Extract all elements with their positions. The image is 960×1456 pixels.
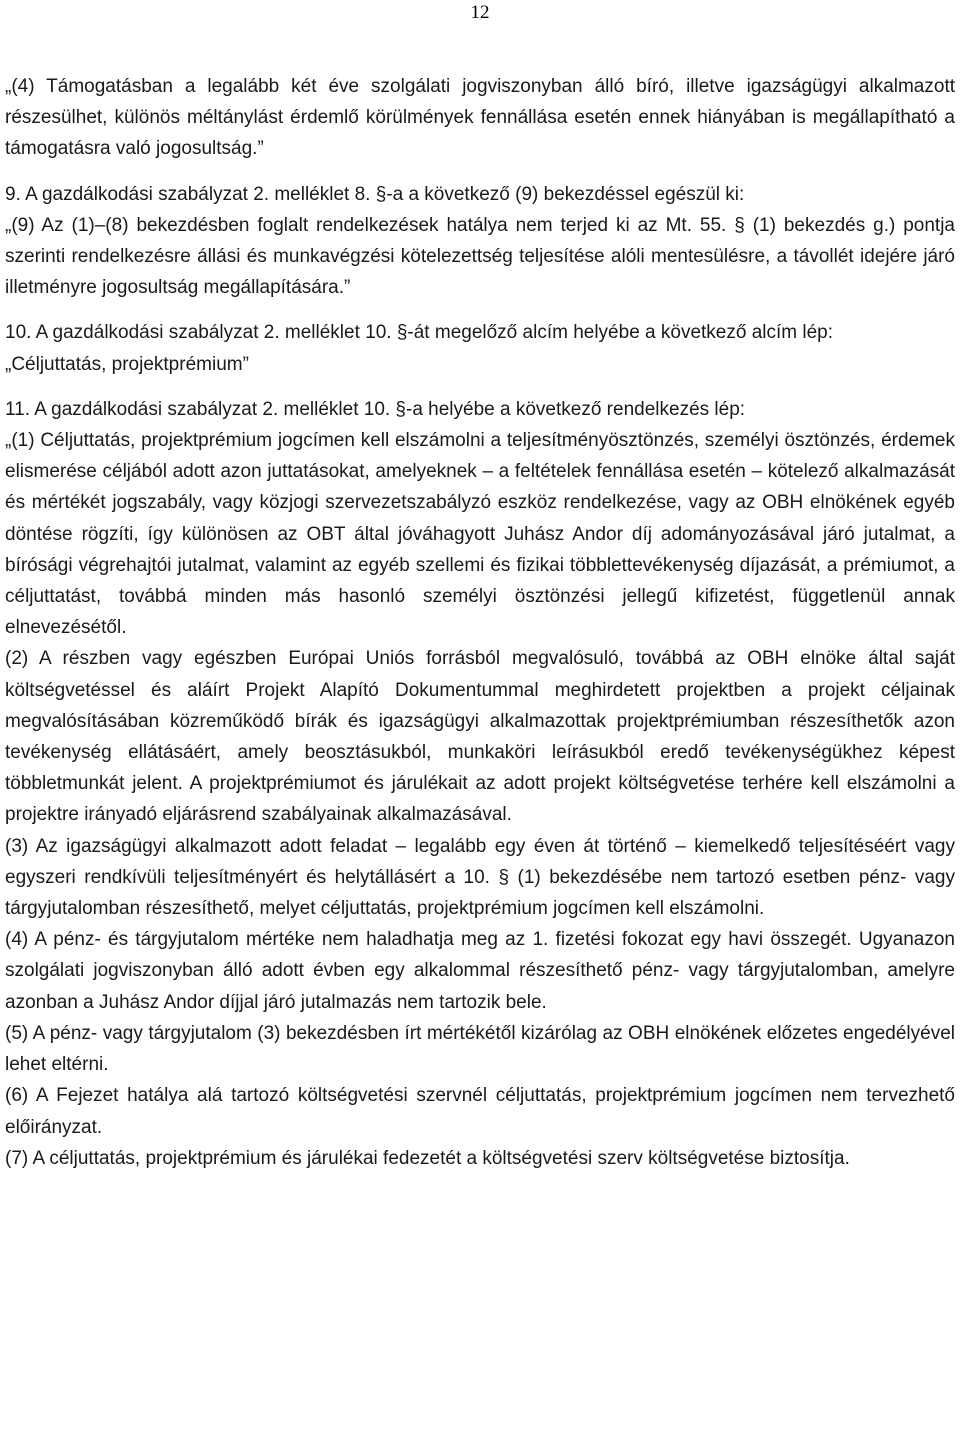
document-body [5,71,955,1174]
paragraph-amendment-10: 10. A gazdálkodási szabályzat 2. melléklet 10. §-át megelőző alcím helyébe a következő alcím lép: [5,322,834,344]
paragraph-section-4: (4) A pénz- és tárgyjutalom mértéke nem haladhatja meg az 1. fizetési fokozat egy havi összegét. Ugyanazon szolgálati jogviszonyban álló adott évben egy alkalommal részesíthető pénz- vagy tárgyjutalomban, amelyre azonban a Juhász Andor díjjal járó jutalmazás nem tartozik bele. [5,929,955,1013]
paragraph-section-5: (5) A pénz- vagy tárgyjutalom (3) bekezdésben írt mértékétől kizárólag az OBH elnökének előzetes engedélyével lehet eltérni. [5,1022,955,1076]
paragraph-amendment-11: 11. A gazdálkodási szabályzat 2. melléklet 10. §-a helyébe a következő rendelkezés lép: [5,398,746,420]
paragraph-section-6: (6) A Fejezet hatálya alá tartozó költségvetési szervnél céljuttatás, projektprémium jogcímen nem tervezhető előirányzat. [5,1085,955,1138]
paragraph-amendment-9: 9. A gazdálkodási szabályzat 2. melléklet 8. §-a a következő (9) bekezdéssel egészül ki: [5,183,745,205]
paragraph-section-7: (7) A céljuttatás, projektprémium és járulékai fedezetét a költségvetési szerv költségvetése biztosítja. [5,1147,850,1169]
paragraph-section-3: (3) Az igazságügyi alkalmazott adott feladat – legalább egy éven át történő – kiemelkedő teljesítéséért vagy egyszeri rendkívüli teljesítményért és helytállásért a 10. § (1) bekezdésébe nem tartozó esetben pénz- vagy tárgyjutalomban részesíthető, melyet céljuttatás, projektprémium jogcímen kell elszámolni. [5,835,955,920]
paragraph-new-subsection-9: „(9) Az (1)–(8) bekezdésben foglalt rendelkezések hatálya nem terjed ki az Mt. 55. § (1) bekezdés g.) pontja szerinti rendelkezésre állási és munkavégzési kötelezettség teljesítése alóli mentesülésre, a távollét idejére járó illetményre jogosultság megállapítására.” [5,214,955,299]
paragraph-section-2: (2) A részben vagy egészben Európai Uniós forrásból megvalósuló, továbbá az OBH elnöke által saját költségvetéssel és aláírt Projekt Alapító Dokumentummal meghirdetett projektben a projekt céljainak megvalósításában közreműködő bírák és igazságügyi alkalmazottak projektprémiumban részesíthetők azon tevékenység ellátásáért, amely beosztásukból, munkaköri leírásukból eredő tevékenységükhez képest többletmunkát jelent. A projektprémiumot és járulékait az adott projekt költségvetése terhére kell elszámolni a projektre irányadó eljárásrend szabályainak alkalmazásával. [5,648,955,826]
paragraph-section-1: „(1) Céljuttatás, projektprémium jogcímen kell elszámolni a teljesítményösztönzés, személyi ösztönzés, érdemek elismerése céljából adott azon juttatásokat, amelyeknek – a feltételek fennállása esetén – kötelező alkalmazását és mértékét jogszabály, vagy közjogi szervezetszabályzó eszköz rendelkezése, vagy az OBH elnökének egyéb döntése rögzíti, így különösen az OBT által jóváhagyott Juhász Andor díj adományozásával járó jutalmat, a bírósági végrehajtói jutalmat, valamint az egyéb szellemi és fizikai többlettevékenység díjazását, a prémiumot, a céljuttatást, továbbá minden más hasonló személyi ösztönzési jellegű kifizetést, függetlenül annak elnevezésétől. [5,430,955,639]
paragraph-subtitle-quote: „Céljuttatás, projektprémium” [5,353,249,375]
paragraph-support-eligibility: „(4) Támogatásban a legalább két éve szolgálati jogviszonyban álló bíró, illetve igazságügyi alkalmazott részesülhet, különös méltánylást érdemlő körülmények fennállása esetén ennek hiányában is megállapítható a támogatásra való jogosultság.” [5,76,955,160]
page-number: 12 [470,2,490,23]
